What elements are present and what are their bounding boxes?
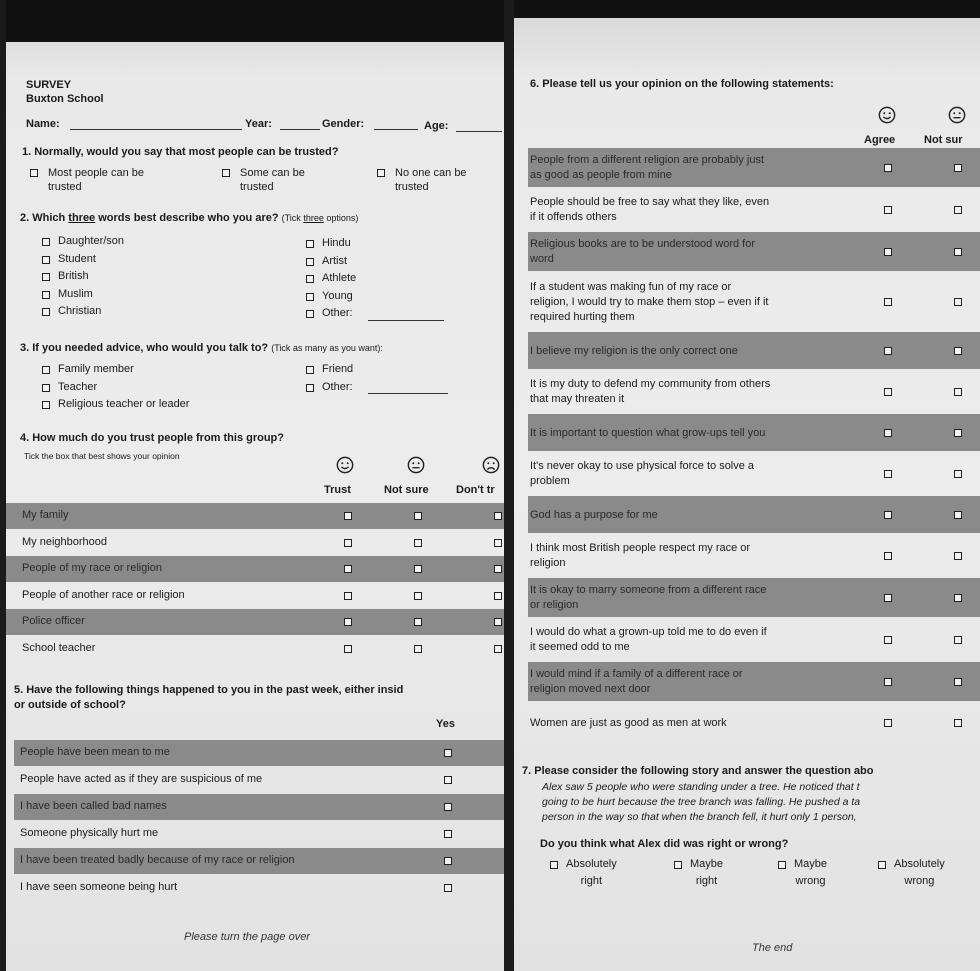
q6-checkbox-agree[interactable] [884, 552, 892, 560]
q4-checkbox-dont-trust[interactable] [494, 618, 502, 626]
q4-checkbox-dont-trust[interactable] [494, 565, 502, 573]
q5-checkbox-yes[interactable] [444, 857, 452, 865]
q6-checkbox-not-sure[interactable] [954, 552, 962, 560]
q2-option-label: Hindu [322, 237, 351, 249]
q2-option-label: Young [322, 289, 353, 302]
row-label: Women are just as good as men at work [530, 717, 727, 729]
q6-checkbox-agree[interactable] [884, 678, 892, 686]
q7-option-label: Maybe right [690, 858, 724, 887]
q6-checkbox-not-sure[interactable] [954, 388, 962, 396]
row-label: I believe my religion is the only correct one [530, 345, 738, 357]
q4-checkbox-dont-trust[interactable] [494, 512, 502, 520]
q2-option-label: Daughter/son [58, 235, 125, 247]
q6-checkbox-agree[interactable] [884, 298, 892, 306]
q6-checkbox-not-sure[interactable] [954, 594, 962, 602]
q6-checkbox-not-sure[interactable] [954, 298, 962, 306]
q6-checkbox-agree[interactable] [884, 248, 892, 256]
age-field[interactable] [456, 131, 502, 132]
q4-checkbox-not-sure[interactable] [414, 512, 422, 520]
neutral-face-icon [948, 106, 966, 124]
q7-option-checkbox[interactable] [550, 861, 558, 869]
q3-option-checkbox[interactable] [42, 366, 50, 374]
row-label: God has a purpose for me [530, 509, 658, 521]
q1-option-3-checkbox[interactable] [377, 169, 385, 177]
q6-checkbox-not-sure[interactable] [954, 470, 962, 478]
year-label: Year: [245, 118, 272, 130]
neutral-face-icon [407, 456, 425, 474]
q3-option-checkbox[interactable] [42, 384, 50, 392]
q4-checkbox-trust[interactable] [344, 539, 352, 547]
row-label: I would do what a grown-up told me to do even if it seemed odd to me [530, 626, 767, 653]
q2-option-checkbox[interactable] [42, 291, 50, 299]
gender-field[interactable] [374, 129, 418, 130]
q7-option-label: Maybe wrong [794, 858, 828, 887]
q5-header-yes: Yes [436, 718, 455, 730]
q6-question: 6. Please tell us your opinion on the following statements: [530, 78, 834, 90]
q3-option-label: Other: [322, 380, 353, 393]
q4-checkbox-trust[interactable] [344, 592, 352, 600]
q2-option-label: Athlete [322, 272, 357, 284]
q2-option-checkbox[interactable] [42, 256, 50, 264]
q3-option-checkbox[interactable] [42, 401, 50, 409]
q3-option-label: Teacher [58, 380, 98, 393]
q4-checkbox-not-sure[interactable] [414, 565, 422, 573]
q2-option-label: British [58, 270, 89, 282]
q2-option-checkbox[interactable] [306, 240, 314, 248]
q4-checkbox-trust[interactable] [344, 512, 352, 520]
q1-option-2-checkbox[interactable] [222, 169, 230, 177]
q3-option-label: Friend [322, 363, 354, 375]
gender-label: Gender: [322, 118, 365, 130]
sad-face-icon [482, 456, 500, 474]
q7-question: 7. Please consider the following story and answer the question abo [522, 765, 874, 777]
row-label: People should be free to say what they like, even if it offends others [530, 196, 770, 223]
year-field[interactable] [280, 129, 320, 130]
q4-checkbox-not-sure[interactable] [414, 618, 422, 626]
q6-checkbox-agree[interactable] [884, 470, 892, 478]
q6-checkbox-agree[interactable] [884, 206, 892, 214]
q4-checkbox-dont-trust[interactable] [494, 645, 502, 653]
q7-option-checkbox[interactable] [878, 861, 886, 869]
q7-option-checkbox[interactable] [778, 861, 786, 869]
page-top-shadow [514, 0, 980, 18]
q2-option-label: Muslim [58, 287, 93, 300]
q2-option-label: Artist [322, 254, 348, 267]
q5-checkbox-yes[interactable] [444, 830, 452, 838]
q2-option-checkbox[interactable] [306, 310, 314, 318]
q7-option-label: Absolutely wrong [894, 858, 945, 887]
q1-option-3: No one can be trusted [395, 167, 467, 193]
q6-checkbox-agree[interactable] [884, 388, 892, 396]
survey-page-right [514, 0, 980, 971]
row-label: People of another race or religion [22, 588, 185, 601]
q6-checkbox-not-sure[interactable] [954, 248, 962, 256]
q7-story: Alex saw 5 people who were standing under a tree. He noticed that t going to be hurt because the tree branch was falling. He pushed a ta person in the way so that when the branch fell, it hurt only 1 person, [542, 781, 861, 823]
row-label: It is okay to marry someone from a different race or religion [530, 584, 767, 611]
q3-option-checkbox[interactable] [306, 366, 314, 374]
q7-subquestion: Do you think what Alex did was right or wrong? [540, 838, 789, 850]
q6-checkbox-not-sure[interactable] [954, 719, 962, 727]
q6-checkbox-not-sure[interactable] [954, 678, 962, 686]
q2-other-field[interactable] [368, 320, 444, 321]
q6-checkbox-agree[interactable] [884, 347, 892, 355]
q2-option-checkbox[interactable] [306, 293, 314, 301]
q1-option-1-checkbox[interactable] [30, 169, 38, 177]
row-label: Police officer [22, 615, 85, 627]
q6-checkbox-not-sure[interactable] [954, 347, 962, 355]
q4-header-trust: Trust [324, 484, 351, 496]
q2-option-checkbox[interactable] [42, 238, 50, 246]
q4-hint: Tick the box that best shows your opinion [24, 451, 180, 461]
row-label: Someone physically hurt me [20, 827, 159, 839]
right-footer: The end [752, 942, 793, 954]
q2-option-checkbox[interactable] [42, 308, 50, 316]
q4-checkbox-trust[interactable] [344, 565, 352, 573]
q5-checkbox-yes[interactable] [444, 776, 452, 784]
q6-checkbox-not-sure[interactable] [954, 429, 962, 437]
q6-checkbox-not-sure[interactable] [954, 636, 962, 644]
q6-checkbox-agree[interactable] [884, 429, 892, 437]
q2-option-label: Christian [58, 305, 102, 317]
survey-page-left [6, 0, 504, 971]
q4-header-dont-trust: Don't tr [456, 484, 495, 496]
q4-checkbox-dont-trust[interactable] [494, 592, 502, 600]
row-label: It is my duty to defend my community from others that may threaten it [530, 378, 771, 405]
q4-question: 4. How much do you trust people from this group? [20, 432, 284, 444]
q3-question: 3. If you needed advice, who would you talk to? (Tick as many as you want): [20, 342, 383, 354]
smile-face-icon [878, 106, 896, 124]
row-label: People of my race or religion [22, 562, 163, 574]
q4-checkbox-trust[interactable] [344, 618, 352, 626]
q1-question: 1. Normally, would you say that most people can be trusted? [22, 146, 339, 158]
q7-option-label: Absolutely right [566, 858, 617, 887]
row-label: I think most British people respect my race or religion [530, 542, 751, 569]
school-name: Buxton School [26, 93, 104, 105]
q3-option-label: Religious teacher or leader [58, 398, 190, 410]
row-label: I have been treated badly because of my race or religion [20, 854, 295, 866]
q5-checkbox-yes[interactable] [444, 884, 452, 892]
q6-checkbox-agree[interactable] [884, 594, 892, 602]
row-label: People have been mean to me [20, 746, 170, 758]
q6-checkbox-not-sure[interactable] [954, 164, 962, 172]
name-label: Name: [26, 118, 60, 130]
survey-title: SURVEY [26, 79, 72, 91]
row-label: It's never okay to use physical force to solve a problem [530, 460, 755, 487]
row-label: I would mind if a family of a different race or religion moved next door [530, 668, 743, 695]
q5-question: 5. Have the following things happened to you in the past week, either insid or outside of school? [14, 684, 404, 711]
q6-checkbox-agree[interactable] [884, 719, 892, 727]
row-label: My family [22, 509, 69, 521]
row-label: It is important to question what grow-ups tell you [530, 427, 766, 439]
q3-option-checkbox[interactable] [306, 384, 314, 392]
q7-option-checkbox[interactable] [674, 861, 682, 869]
q4-checkbox-not-sure[interactable] [414, 645, 422, 653]
q5-checkbox-yes[interactable] [444, 803, 452, 811]
page-top-shadow [6, 0, 504, 42]
q4-checkbox-not-sure[interactable] [414, 592, 422, 600]
q2-option-label: Other: [322, 307, 353, 319]
smile-face-icon [336, 456, 354, 474]
table-row [6, 503, 504, 529]
age-label: Age: [424, 120, 449, 132]
q3-other-field[interactable] [368, 393, 448, 394]
q4-header-not-sure: Not sure [384, 484, 429, 496]
row-label: If a student was making fun of my race or religion, I would try to make them stop – even if it required hurting them [530, 281, 769, 323]
row-label: School teacher [22, 641, 96, 654]
q6-checkbox-agree[interactable] [884, 511, 892, 519]
q1-option-2: Some can be trusted [240, 167, 305, 193]
q4-checkbox-not-sure[interactable] [414, 539, 422, 547]
q6-header-agree: Agree [864, 134, 896, 146]
left-footer: Please turn the page over [184, 931, 310, 943]
q1-option-1: Most people can be trusted [48, 167, 145, 193]
q3-option-label: Family member [58, 363, 134, 375]
row-label: My neighborhood [22, 535, 108, 548]
q6-checkbox-agree[interactable] [884, 636, 892, 644]
row-label: I have seen someone being hurt [20, 881, 178, 893]
q6-checkbox-not-sure[interactable] [954, 511, 962, 519]
q6-header-not-sure: Not sur [924, 134, 963, 146]
q4-checkbox-dont-trust[interactable] [494, 539, 502, 547]
name-field[interactable] [70, 129, 242, 130]
q6-checkbox-not-sure[interactable] [954, 206, 962, 214]
q5-checkbox-yes[interactable] [444, 749, 452, 757]
row-label: People from a different religion are probably just as good as people from mine [530, 154, 764, 181]
q2-option-checkbox[interactable] [306, 258, 314, 266]
q2-option-checkbox[interactable] [42, 273, 50, 281]
q2-option-checkbox[interactable] [306, 275, 314, 283]
q2-question: 2. Which three words best describe who you are? (Tick three options) [20, 212, 359, 224]
q4-checkbox-trust[interactable] [344, 645, 352, 653]
row-label: Religious books are to be understood word for word [530, 238, 756, 265]
row-label: I have been called bad names [20, 800, 167, 812]
q2-option-label: Student [58, 252, 96, 265]
q6-checkbox-agree[interactable] [884, 164, 892, 172]
row-label: People have acted as if they are suspicious of me [20, 773, 263, 785]
